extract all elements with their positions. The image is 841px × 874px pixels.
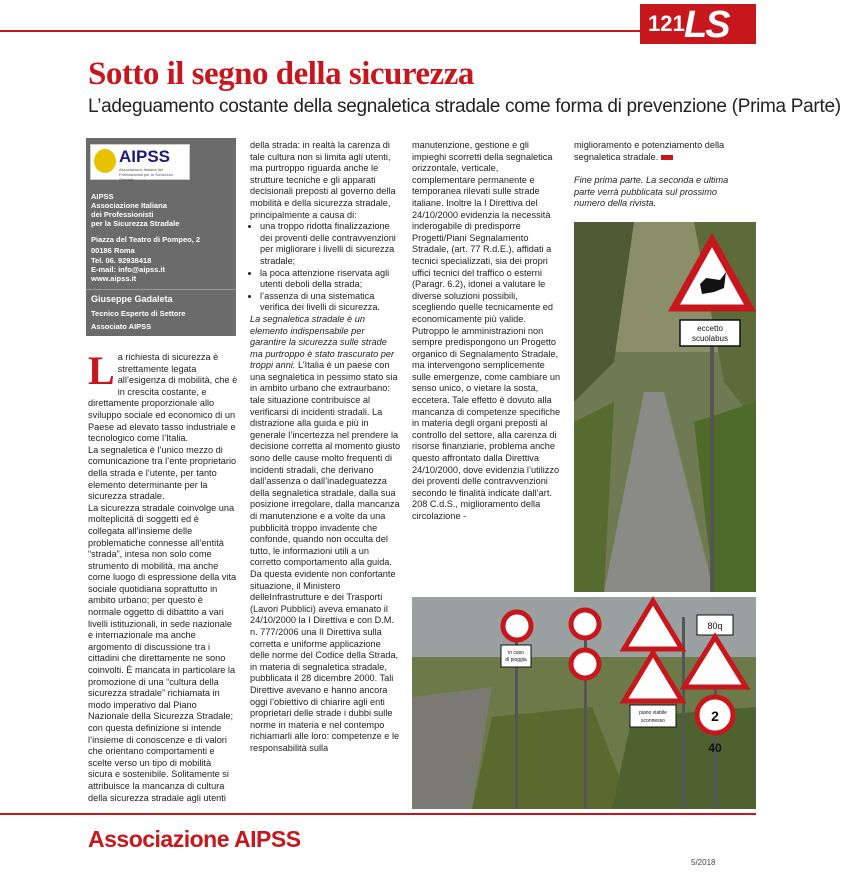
author-name: Giuseppe Gadaleta (91, 294, 173, 304)
paragraph: La segnaletica stradale è un elemento indispensabile per garantire la sicurezza sulle strade ma purtroppo è stato trascurato per troppi anni. L’Italia è un paese con una segnaletica in pessimo stato sia in ambito urbano che extraurbano: tale situazione contribuisce al verificarsi di incidenti stradali. La distrazione alla guida e più in generale l’incertezza nel prendere la decisione corretta al momento giusto sono delle cause molto frequenti di incidenti stradali, che derivano dall’assenza o dall’inadeguatezza della segnaletica stradale, dalla sua posizione irregolare, dalla mancanza di manutenzione e a volte da una pubblicità troppo invadente che confonde, quando non occulta del tutto, le informazioni utili a un corretto comportamento alla guida. (250, 313, 401, 568)
magazine-logo: LS (684, 4, 729, 46)
email[interactable]: E-mail: info@aipss.it (91, 265, 165, 274)
divider (86, 289, 236, 290)
footer-rule (0, 813, 756, 815)
paragraph: della strada: in realtà la carenza di tale cultura non si limita agli utenti, ma purtroppo riguarda anche le strutture tecniche e gli apparati decisionali preposti al governo della mobilità e della sicurezza stradale, principalmente a causa di: (250, 140, 396, 220)
plate-line-1: eccetto (697, 324, 723, 333)
org-name-2: Associazione Italiana (91, 201, 167, 210)
org-name-4: per la Sicurezza Stradale (91, 219, 180, 228)
plate-line-2: scuolabus (691, 334, 729, 343)
list-item: • la poca attenzione riservata agli utenti deboli della strada; (260, 268, 402, 291)
svg-text:80q: 80q (707, 621, 723, 631)
no-bicycles-sign-icon (571, 610, 599, 638)
no-entry-sign-icon (503, 612, 531, 640)
list-item: • una troppo ridotta finalizzazione dei proventi delle contravvenzioni per migliorare i livelli di sicurezza stradale; (260, 221, 402, 267)
logo-tagline: Associazione Italiana dei Professionisti per la Sicurezza Stradale (119, 167, 173, 182)
aipss-logo (90, 144, 190, 180)
paragraph: manutenzione, gestione e gli impieghi scorretti della segnaletica orizzontale, verticale, complementare permanente e temporanea rilevati sulle strade italiane. Inoltre la I Direttiva del 24/10/2000 evidenzia la necessità inderogabile di predisporre Progetti/Piani Segnalamento Stradale, (art. 77 R.d.E.), affidati a tecnici specializzati, sia dei propri uffici tecnici del traffico o esterni (Paragr. 6.2), idonei a valutare le diverse soluzioni possibili, scegliendo quelle tecnicamente ed economicamente più valide. (412, 140, 553, 324)
car-icon (94, 149, 116, 173)
author-role: Tecnico Esperto di Settore (91, 309, 186, 318)
column-1 (88, 348, 238, 812)
svg-text:2: 2 (711, 708, 719, 724)
address-line-2: 00186 Roma (91, 246, 135, 255)
page-number: 121 (648, 11, 685, 36)
photo-road-signs-1 (574, 222, 756, 592)
website[interactable]: www.aipss.it (91, 274, 137, 283)
paragraph: miglioramento e potenziamento della segnaletica stradale. (574, 140, 725, 162)
svg-text:piano viabile: piano viabile (639, 710, 667, 716)
italic-highlight: La segnaletica stradale è un elemento indispensabile per garantire la sicurezza sulle strade ma purtroppo è stato trascurato per troppi anni. (250, 313, 395, 371)
photo-road-signs-2 (412, 597, 756, 809)
svg-text:di pioggia: di pioggia (505, 657, 527, 663)
phone: Tel. 06. 92938418 (91, 256, 152, 265)
org-name-1: AIPSS (91, 192, 114, 201)
paragraph: La segnaletica è l’unico mezzo di comunicazione tra l’ente proprietario della strada e l’utente, per tanto elemento determinante per la sicurezza stradale. (88, 444, 237, 502)
issue-number: 5/2018 (691, 858, 716, 867)
bullet-list (250, 221, 402, 314)
rain-plate (501, 645, 531, 667)
org-name-3: dei Professionisti (91, 210, 154, 219)
column-2 (250, 140, 402, 812)
column-3 (412, 140, 564, 595)
svg-text:sconnesso: sconnesso (641, 718, 665, 724)
paragraph: La sicurezza stradale coinvolge una molteplicità di soggetti ed è collegata all’insieme delle problematiche connesse all’entità “strada”, intesa non solo come strumento di mobilità, ma anche come luogo di espressione della vita sociale quotidiana soprattutto in ambito urbano; per questo è normale oggetto di dibattito a vari livelli istituzionali, in sede nazionale e internazionale ma anche argomento di discussione tra i cittadini che direttamente ne sono coinvolti. È mancata in particolare la promozione di una “cultura della sicurezza stradale” richiamata in modo imperativo dal Piano Nazionale della Sicurezza Stradale; con questa definizione si intende l’insieme di conoscenze e di valori che orientano comportamenti e scelte verso un tipo di mobilità sicura e sostenibile. Solitamente si attribuisce la mancanza di cultura della sicurezza stradale agli utenti (88, 502, 237, 803)
page-number-tab (640, 4, 756, 44)
logo-text: AIPSS (119, 147, 171, 166)
header-rule (0, 30, 640, 32)
address-line-1: Piazza del Teatro di Pompeo, 2 (91, 235, 201, 244)
author-affiliation: Associato AIPSS (91, 322, 152, 331)
paragraph: Da questa evidente non confortante situazione, il Ministero delleInfrastrutture e dei Trasporti (Lavori Pubblici) aveva emanato il 24/10/2000 la I Direttiva e con D.M. n. 777/2006 una II Direttiva sulla corretta e uniforme applicazione delle norme del Codice della Strada, in materia di segnaletica stradale, pubblicata il 28 dicembre 2000. Tali Direttive avevano e hanno ancora oggi l’obiettivo di chiarire agli enti proprietari delle strade i dubbi sulle norme in materia e nel contempo richiamarli alle loro: competenze e le responsabilità sulla (250, 568, 400, 753)
paragraph: Putroppo le amministrazioni non sempre predispongono un Progetto organico di Segnalamento Stradale, ma intervengono semplicemente sulle emergenze, come cambiare un senso unico, o vietare la sosta, eccetera. Tale effetto è dovuto alla mancanza di competenze specifiche in materia degli organi preposti al controllo del settore, alla carenza di risorse finanziarie, problema anche questo affrontato dalla Direttiva 24/10/2000, dove evidenzia l’utilizzo dei proventi delle contravvenzioni secondo le finalità indicate dall’art. 208 C.d.S., miglioramento della circolazione - (412, 325, 561, 521)
article-subtitle: L’adeguamento costante della segnaletica stradale come forma di prevenzione (Prima Parte) (88, 96, 841, 117)
svg-text:in caso: in caso (508, 650, 524, 656)
author-infobox (86, 138, 236, 336)
list-item: • l’assenza di una sistematica verifica dei livelli di sicurezza. (260, 291, 402, 314)
article-title: Sotto il segno della sicurezza (88, 56, 474, 92)
no-motorcycles-sign-icon (571, 650, 599, 678)
end-mark-icon (661, 155, 673, 160)
column-4 (574, 140, 734, 220)
continuation-note: Fine prima parte. La seconda e ultima parte verrà pubblicata sul prossimo numero della rivista. (574, 175, 729, 209)
svg-text:40: 40 (708, 741, 722, 755)
paragraph: La richiesta di sicurezza è strettamente legata all’esigenza di mobilità, che è in crescita costante, e direttamente proporzionale allo sviluppo sociale ed economico di un Paese ad elevato tasso industriale e tecnologico come l’Italia. (88, 348, 238, 444)
dropcap: L (88, 348, 115, 393)
footer-brand: Associazione AIPSS (88, 826, 301, 852)
